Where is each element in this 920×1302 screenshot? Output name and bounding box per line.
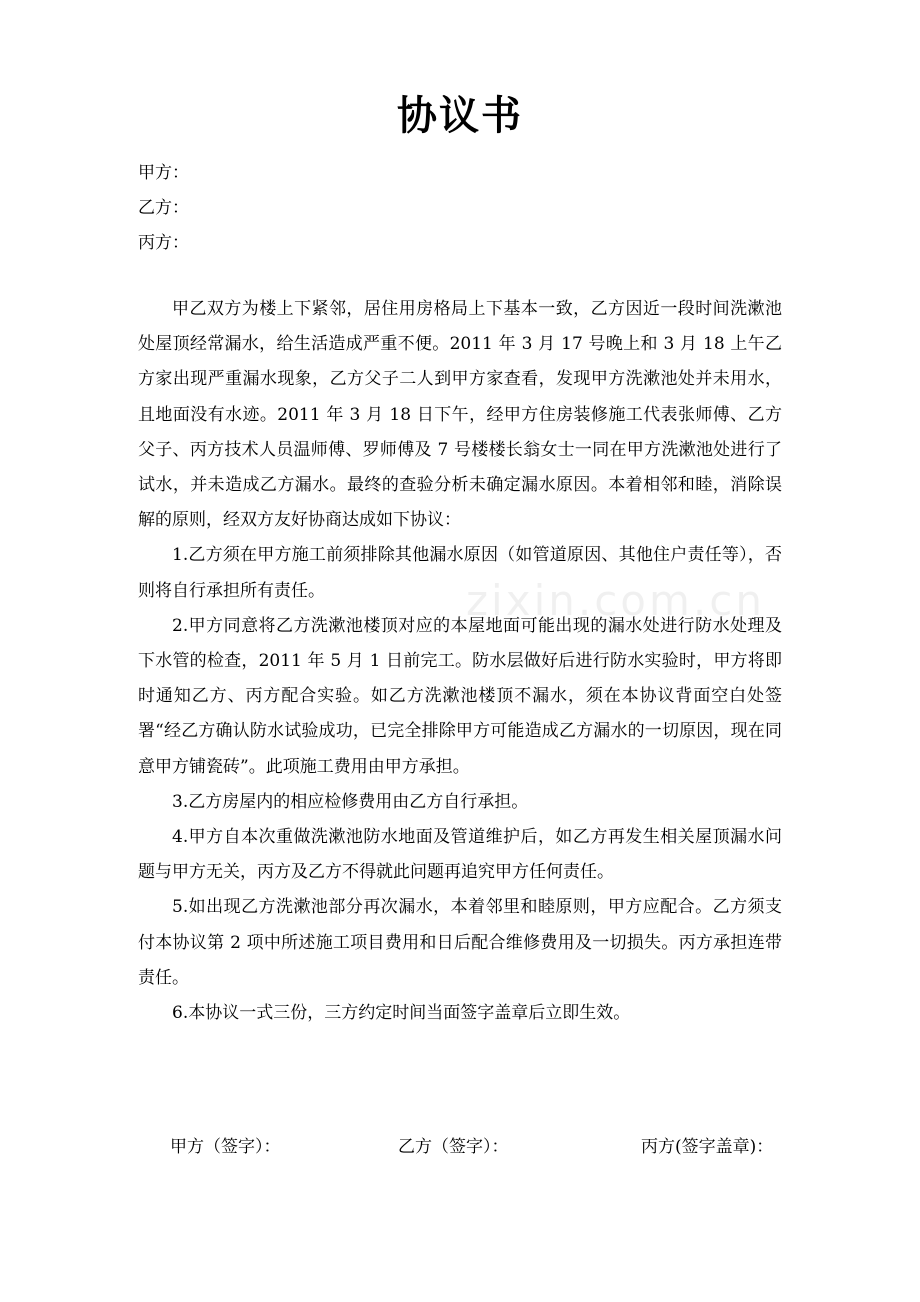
party-a-label: 甲方： <box>138 163 189 183</box>
party-c-label: 丙方： <box>138 233 189 253</box>
intro-paragraph: 甲乙双方为楼上下紧邻，居住用房格局上下基本一致，乙方因近一段时间洗漱池处屋顶经常漏水，给生活造成严重不便。2011 年 3 月 17 号晚上和 3 月 18 上午乙方家出现严重漏水现象，乙方父子二人到甲方家查看，发现甲方洗漱池处并未用水，且地面没有水迹。2011 年 3 月 18 日下午，经甲方住房装修施工代表张师傅、乙方父子、丙方技术人员温师傅、罗师傅及 7 号楼楼长翁女士一同在甲方洗漱池处进行了试水，并未造成乙方漏水。最终的查验分析未确定漏水原因。本着相邻和睦，消除误解的原则，经双方友好协商达成如下协议： <box>138 299 782 531</box>
clause-2: 2.甲方同意将乙方洗漱池楼顶对应的本屋地面可能出现的漏水处进行防水处理及下水管的检查，2011 年 5 月 1 日前完工。防水层做好后进行防水实验时，甲方将即时通知乙方、丙方配合实验。如乙方洗漱池楼顶不漏水，须在本协议背面空白处签署“经乙方确认防水试验成功，已完全排除甲方可能造成乙方漏水的一切原因，现在同意甲方铺瓷砖”。此项施工费用由甲方承担。 <box>138 615 782 777</box>
clause-6: 6.本协议一式三份，三方约定时间当面签字盖章后立即生效。 <box>172 1003 631 1024</box>
clause-5: 5.如出现乙方洗漱池部分再次漏水，本着邻里和睦原则，甲方应配合。乙方须支付本协议第 2 项中所述施工项目费用和日后配合维修费用及一切损失。丙方承担连带责任。 <box>138 897 782 988</box>
signature-row <box>0 1130 920 1165</box>
document-title: 协议书 <box>397 92 523 139</box>
clause-3: 3.乙方房屋内的相应检修费用由乙方自行承担。 <box>172 791 529 812</box>
party-list <box>138 156 189 261</box>
agreement-body <box>138 292 782 1031</box>
signature-party-a: 甲方（签字）： <box>170 1137 281 1157</box>
watermark: zixin.com.cn <box>466 576 765 625</box>
clause-1: 1.乙方须在甲方施工前须排除其他漏水原因（如管道原因、其他住户责任等），否则将自行承担所有责任。 <box>138 545 782 601</box>
signature-party-b: 乙方（签字）： <box>398 1137 509 1157</box>
party-b-label: 乙方： <box>138 198 189 218</box>
clause-4: 4.甲方自本次重做洗漱池防水地面及管道维护后，如乙方再发生相关屋顶漏水问题与甲方无关，丙方及乙方不得就此问题再追究甲方任何责任。 <box>138 827 782 883</box>
signature-party-c: 丙方(签字盖章)： <box>641 1137 774 1157</box>
